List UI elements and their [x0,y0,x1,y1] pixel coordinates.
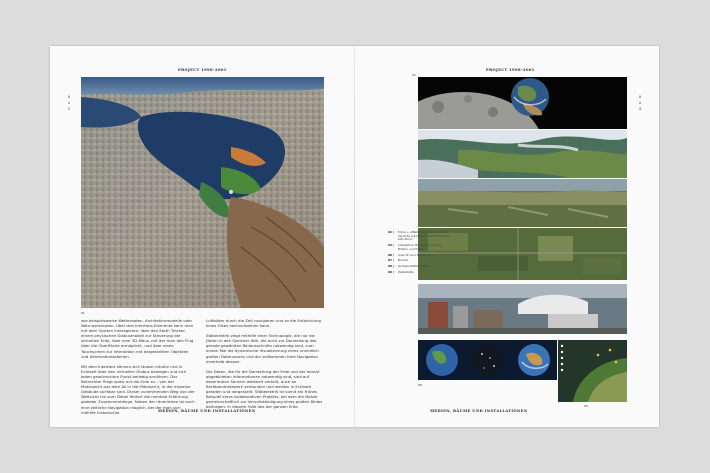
terrain-photo [418,179,627,227]
caption-item: 06 | Ansicht vom Kölner Dom [388,252,434,257]
earth-clouds-photo [418,130,627,178]
globe-closeup-photo [558,340,627,402]
caption-list [388,231,452,276]
caption-item: 09 | Weltstädte [388,269,414,274]
right-page [354,46,659,427]
right-figure-label-bottom-left: 08 [418,383,422,387]
paragraph: Die Daten, die für die Darstellung der Erde und der darauf abgebildeten Informationen notwendig sind, sind auf dezentralen Servern weltweit verteilt, auch an Breitbandnetzwerk verbunden und werden in Echtzeit geladen und dargestellt. Stäbelektrik ist somit ein frühes Beispiel eines kollaborativen Projekts, bei dem die Nutzer gemeinschaftlich zur Vervollständigung eines großen Bildes beitragen: in diesem Falle das der ganzen Erde. [206,368,323,410]
city-3d-photo [418,284,627,334]
magazine-spread [50,46,659,427]
left-running-head: PROJECT 1998–2001 [178,68,227,72]
caption-item: 08 | Globale Wetterdaten [388,263,428,268]
paragraph: wie beispielsweise Wetterdaten, Architekturmodelle oder Netz-werkrouten. Über drei Interface-Elemente kann man mit dem System interagieren: über den Earth Tracker, einem physischen Globusmodell zur Steuerung der virtuellen Erde, über eine 3D-Maus, mit der man den Flug über die Oberfläche ermöglicht, und über einen Touchscreen zur Interaktion mit dargestellten Objekten und Informationsebenen. [81,318,194,359]
left-text-column-1 [81,318,196,420]
left-folio: 0 2 1 [67,94,71,111]
paragraph: Stäbelektrik zeigt mithilfe einer Technologie, die nur die Daten in den Speicher lädt, die auch zur Darstellung des gerade gewählten Bildausschnitts notwendig sind, zum ersten Mal die dynamische Visualisierung eines unendlich großen Datenraums und die vollkommen freie Navigation innerhalb dessen. [206,333,319,364]
paragraph: Luftbilder durch die Zeit navigieren und so die Entwicklung eines Ortes nachvollziehen kann. [206,318,321,329]
right-folio: 0 2 3 [638,94,642,111]
left-page [50,46,355,427]
left-figure-label: 01 [81,311,85,315]
left-text-column-2 [206,318,323,415]
right-figure-label-top: 02 [412,73,416,77]
right-running-head: PROJECT 1998–2001 [486,68,535,72]
aerial-bay-photo [81,77,324,308]
right-running-foot: MEDIEN, RÄUME UND INSTALLATIONEN [430,409,528,413]
globes-photo [418,340,557,380]
caption-item: 03 | Interaktive 3D-Umgebung mit Bildern und Daten [388,243,442,251]
caption-item: 07 | Brücke [388,258,408,263]
left-running-foot: MEDIEN, RÄUME UND INSTALLATIONEN [158,409,256,413]
caption-item: 02 | Fotos + effekt-Zoom vom Mond in die Erde auf Detailansicht Flughafen Köln-Bonn [388,230,451,242]
paragraph: Mit dem Interface können sich Nutzer intuitiv und in Echtzeit über den virtuellen Globus bewegen und sich jeden gewünschten Punkt beliebig annähern. Der Betrachter fliegt quasi auf die Erde zu – von der Makrosicht aus dem All in die Mikrosicht, in der einzelne Gebäude sichtbar sind. Dieser zunehmenden Weg von der Weltsicht hin zum Detail fördert die mentale Erfahrung globaler Zusammenhänge. Neben der räumlichen ist auch eine zeitliche Navigation möglich, bei der man sich mithilfe historischer [81,363,195,415]
moon-earth-photo [418,77,627,129]
right-figure-label-bottom-right: 09 [584,404,588,408]
